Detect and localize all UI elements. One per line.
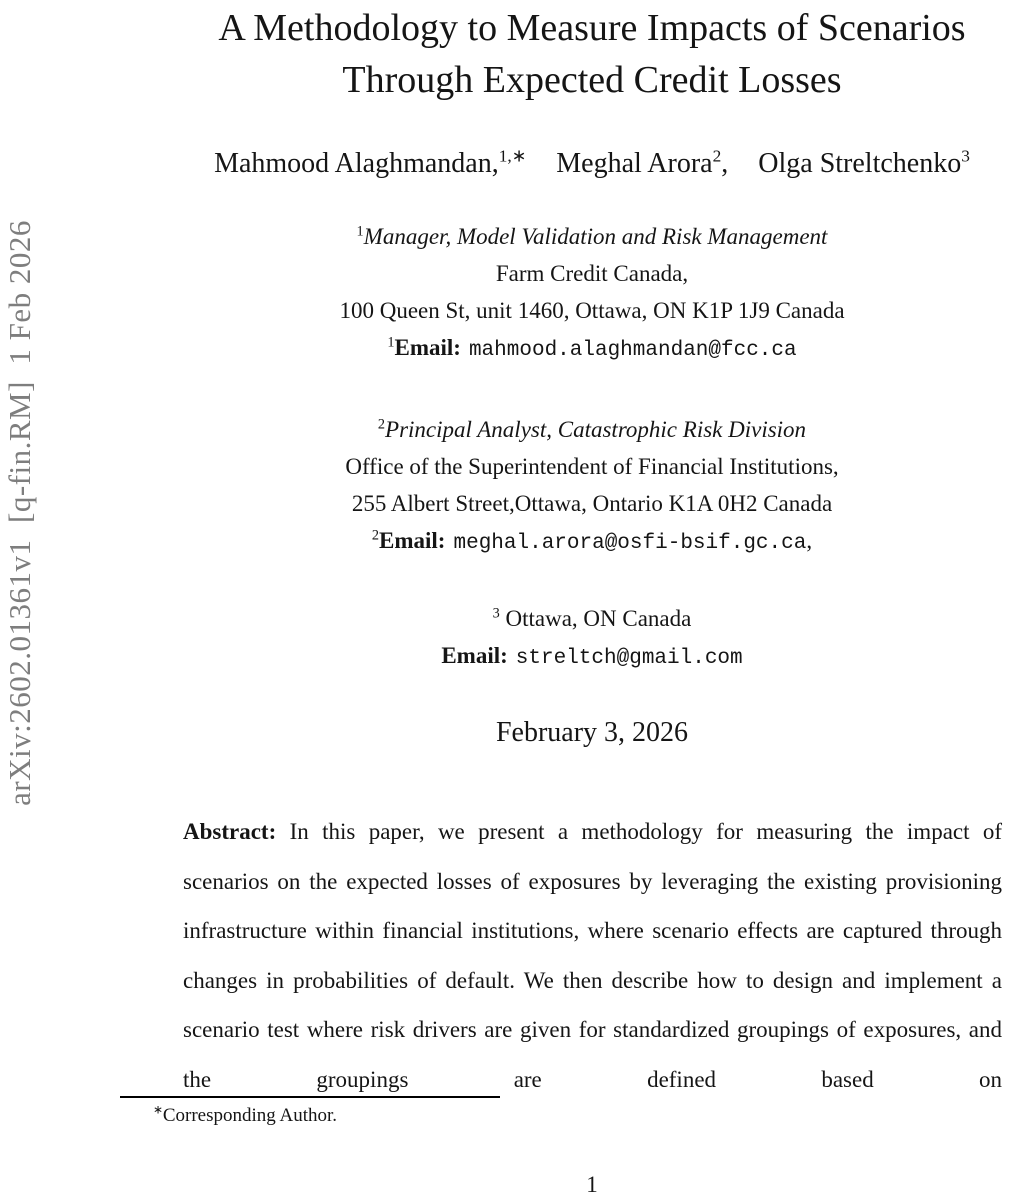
affiliation-marker: 1 [356, 223, 364, 240]
email-marker: 1 [387, 334, 395, 351]
affiliation-marker: 3 [492, 605, 500, 622]
email-label: Email: [394, 335, 461, 360]
author-3 [758, 148, 970, 179]
author-affiliation-marker: 1,∗ [498, 146, 527, 166]
affiliation-3 [180, 600, 1004, 677]
affiliation-2 [180, 411, 1004, 562]
email-marker: 2 [371, 527, 380, 544]
email-address: streltch@gmail.com [515, 647, 743, 670]
footnote-body: Corresponding Author. [162, 1105, 338, 1126]
footnote [120, 1096, 500, 1129]
affiliation-marker: 2 [377, 416, 386, 433]
paper-date: February 3, 2026 [495, 717, 689, 748]
affiliation-org: Farm Credit Canada, [495, 261, 689, 286]
title-line-2: Through Expected Credit Losses [342, 59, 842, 101]
author-2 [556, 148, 728, 179]
author-separator: , [721, 148, 729, 179]
email-line [180, 329, 1004, 369]
author-name: Meghal Arora [556, 148, 713, 179]
author-name: Mahmood Alaghmandan, [214, 148, 499, 179]
abstract [180, 807, 1004, 1107]
footnote-rule [120, 1096, 500, 1098]
affiliation-role [180, 600, 1004, 637]
email-address: meghal.arora@osfi-bsif.gc.ca [453, 532, 807, 555]
affiliation-address: 100 Queen St, unit 1460, Ottawa, ON K1P 1J9 Canada [339, 298, 845, 323]
author-1 [214, 148, 526, 179]
affiliation-role-text: Manager, Model Validation and Risk Management [363, 224, 828, 249]
email-suffix: , [806, 528, 813, 553]
page-number: 1 [586, 1172, 598, 1197]
author-name: Olga Streltchenko [758, 148, 962, 179]
email-line [180, 522, 1004, 562]
affiliation-role [180, 411, 1004, 448]
email-line [180, 637, 1004, 677]
affiliation-role-text: Ottawa, ON Canada [499, 606, 692, 631]
paper-title [180, 0, 1004, 106]
title-line-1: A Methodology to Measure Impacts of Scenarios [218, 7, 966, 49]
affiliation-org: Office of the Superintendent of Financial Institutions, [345, 454, 839, 479]
email-address: mahmood.alaghmandan@fcc.ca [468, 339, 797, 362]
paper-page [180, 0, 1004, 1107]
author-affiliation-marker: 3 [961, 146, 970, 166]
email-label: Email: [441, 643, 508, 668]
affiliation-role [180, 218, 1004, 255]
affiliation-address: 255 Albert Street,Ottawa, Ontario K1A 0H2 Canada [351, 491, 833, 516]
email-label: Email: [379, 528, 446, 553]
arxiv-watermark: arXiv:2602.01361v1 [q-fin.RM] 1 Feb 2026 [2, 220, 37, 806]
footnote-text [120, 1103, 500, 1129]
abstract-label: Abstract: [183, 819, 277, 844]
affiliation-role-text: Principal Analyst, Catastrophic Risk Division [385, 417, 807, 442]
author-affiliation-marker: 2 [712, 146, 722, 166]
footnote-marker: ∗ [153, 1103, 163, 1117]
abstract-text: In this paper, we present a methodology for measuring the impact of scenarios on the expected losses of exposures by leveraging the existing provisioning infrastructure within financial institutions, where scenario effects are captured through changes in probabilities of default. We then describe how to design and implement a scenario test where risk drivers are given for standardized groupings of exposures, and the groupings are defined based on [183, 819, 1003, 1092]
affiliation-1 [180, 218, 1004, 369]
authors-line [180, 146, 1004, 182]
